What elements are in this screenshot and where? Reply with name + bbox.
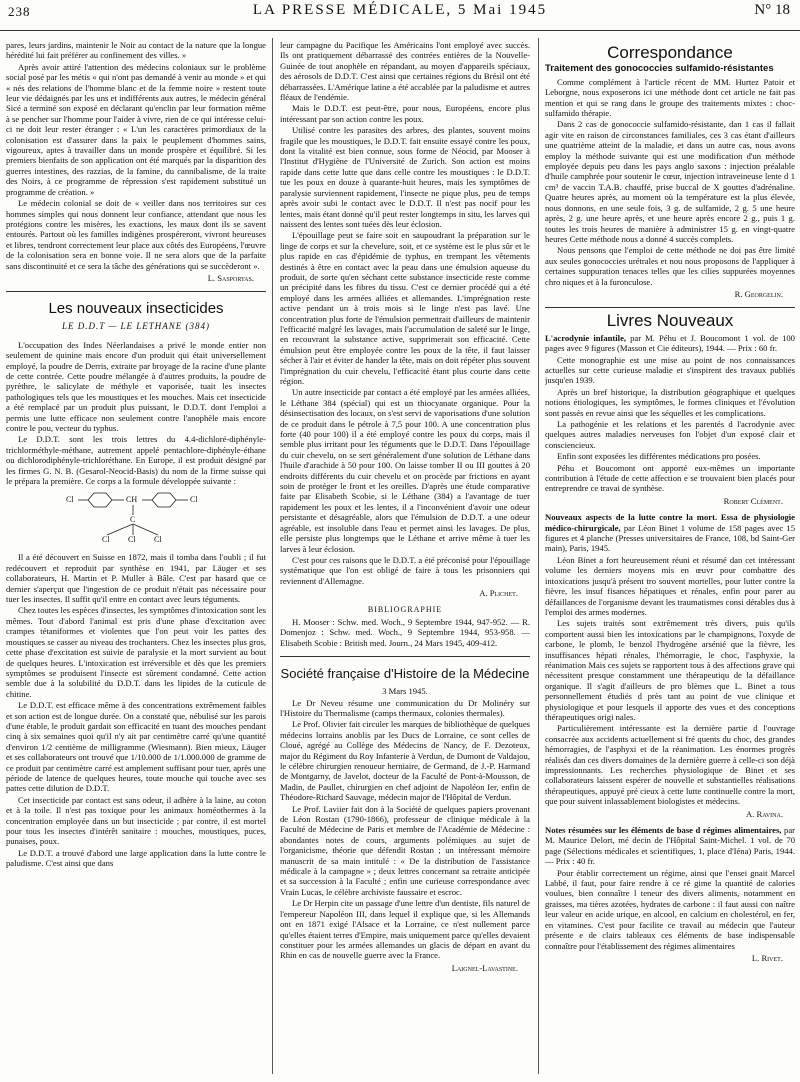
formula-atom: CH (126, 495, 138, 505)
bibliography-heading: BIBLIOGRAPHIE (367, 604, 443, 614)
paragraph: Le D.D.T. a trouvé d'abord une large application dans la lutte contre le paludisme. C'est ainsi que dans (6, 847, 266, 869)
column-divider (538, 38, 539, 1074)
column-right (545, 40, 795, 1074)
book-meta: par M. Péhu et J. Boucomont 1 vol. de 100 pages avec 9 figures (Masson et Cie éditeurs), 1944. — Prix : 60 fr. (545, 332, 795, 354)
paragraph: Cette monographie est une mise au point de nos connaissances actuelles sur cette curieuse maladie et s'inspirent des travaux publiés jusqu'en 1939. (545, 354, 795, 386)
paragraph: Après un bref historique, la distribution géographique et quelques notions étiologiques, les symptômes, le formes cliniques et l'évolution sont passés en revue ainsi que les séquelles et les complications. (545, 386, 795, 418)
book-title: Nouveaux aspects de la lutte contre la mort. Essa de physiologie médico-chirurgicale, (545, 512, 795, 533)
book-entry (545, 333, 795, 354)
author-signature: Robert Clément. (723, 495, 783, 506)
meeting-date: 3 Mars 1945. (382, 686, 428, 697)
author-signature: A. Ravina. (746, 808, 783, 819)
divider (6, 291, 266, 292)
paragraph: Le Prof. Laviier fait don à la Société de quelques papiers provenant de Léon Rostan (1790-1866), professeur de clinique médicale à la Faculté de Médecine de Paris et membre de l'Académie de Médecine : abondantes notes de cours, arguments polémiques au sujet de l'organicisme, théorie que défendit Rostan ; un intéressant mémoire manuscrit de sa main intitulé : « De la distribution de l'assistance médicale à la campagne » ; deux lettres concernant sa retraite anticipée et sa succession à la Faculté ; enfin une curieuse correspondance avec Vrain Lucas, le célèbre archiviste faussaire et escroc. (280, 803, 530, 897)
section-title: Livres Nouveaux (606, 311, 734, 331)
paragraph: L'épouillage peut se faire soit en saupoudrant la préparation sur le linge de corps et sur la chevelure, soit, et ce système est le plus sûr et le plus rapide en cas d'épidémie de typhus, en trempant les vêtements destinés à être en contact avec la peau dans une émulsion aqueuse du produit, de sorte qu'en séchant cette substance insecticide reste comme un précipité dans les fibres du tissu. C'est ce dernier procédé qui a été employé dans les armées alliées et allemandes. L'imprégnation reste active pendant un à trois mois si le linge n'est pas lavé. Une concentration plus forte de l'émulsion permettrait d'ailleurs de maintenir l'efficacité malgré les lavages, mais l'accumulation de saleté sur le linge, en recouvrant la substance active, supprimerait son efficacité. Cette émulsion peut être employée contre les poux de la tête, il faut laisser sécher à l'air et éviter de hander la tête, mais on doit répéter plus souvent l'imprégnation du cuir chevelu, l'efficacité étant plus courte dans cette région. (280, 230, 530, 386)
paragraph: Comme complément à l'article récent de MM. Hurtez Patoir et Leborgne, nous exposerons ici une méthode dont cet article ne fait pas mention et qui se rang dans le groupe des traitements mixtes : choc-sulfamido thérapie. (545, 76, 795, 119)
paragraph: Enfin sont exposées les différentes médications pro posées. (557, 451, 761, 462)
divider (545, 307, 795, 308)
paragraph: Utilisé contre les parasites des arbres, des plantes, souvent moins fragile que les moustiques, le D.D.T. fait ensuite essayé contre les poux, dont la vitalité est bien connue, sous forme de Néocid, par Mooser à l'Institut d'Hygiène de l'Université de Zurich. Son action est moins rapide dans cette lutte que dans celle contre les moustiques : le D.D.T. tue les poux en douze à quarante-huit heures, mais les symptômes de paralysie surviennent rapidement, l'insecte ne pique plus, peu de temps après avoir subi le contact avec le D.D.T. Il n'est pas nocif pour les lentes, mais étant donné qu'il peut rester longtemps in situ, les larves qui naissent des lentes sont tuées dès leur éclosion. (280, 125, 530, 229)
paragraph: Le D.D.T. est efficace même à des concentrations extrêmement faibles et son action est de longue durée. On a constaté que, nébulisé sur les parois d'une étable, le produit gardait son efficacité en tuant des mouches pendant cinq à six semaines quoi qu'il n'y ait par centimètre carré qu'une quantité d'environ 1/2 centième de milligramme (Wiesmann). Bien mieux, Läuger et ses collaborateurs ont trouvé que 1/10.000 de 1/1.000.000 de gramme de ce produit par centimètre carré est amplement suffisant pour tuer, après une période de latence de quelques heures, toute mouche qui touche avec ses pattes cette dilution de D.D.T. (6, 700, 266, 794)
paragraph: Pour établir correctement un régime, ainsi que l'ensei gnait Marcel Labbé, il faut, pour faire rendre à ce ré gime la quantité de calories voulues, bien connaître l teneur des divers aliments, notamment en graisses, ma tières azotées, hydrates de carbone : il faut aussi con naître leur valeur en acide urique, en alcool, en calcium en cholestérol, en fer, en vitamines. C'est pour facilite ce travail au médecin que l'auteur présente e de clairs tableaux ces éléments de base indispensable connaître pour l'établissement des régimes alimentaires (545, 867, 795, 951)
author-signature: A. Plichet. (479, 588, 518, 599)
formula-atom: Cl (66, 495, 74, 505)
formula-atom: Cl (102, 535, 110, 545)
book-meta: par M. Maurice Delort, mé decin de l'Hôpital Saint-Michel. 1 vol. de 70 page (Sélections médicales et scientifiques, 1, place d'Iéna) Paris, 1944. — Prix : 40 fr. (545, 825, 795, 867)
paragraph: Dans 2 cas de gonococcie sulfamido-résistante, dan 1 cas il fallait agir vite en raison de circonstances familiales, ces 3 cas étant d'ailleurs une quatrième atteint de la maladie, et dans un autre cas, nous avons employ la méthode suivante qui est une modification d'un méthode employée depuis peu dans les pays anglo saxons : injection préalable d'huile camphrée pour soutenir le cœur, injection intraveineuse lente d 1 cm³ de vaccin T.A.B. chauffé, prise buccal de X gouttes d'adrénaline. Quatre heures après, au moment où la température est la plus élevée, nous donnons, en une seule fois, 3 g. de sulfamide, 2 g. 5 une heure après, 2 g. une heure après, et une heure après encore 2 g., puis 1 g. toutes les trois heures de manière à administrer 15 g. en vingt-quatre heures Cette méthode nous a donné 4 succès complets. (545, 119, 795, 244)
paragraph: pares, leurs jardins, maintenir le Noir au contact de la nature que la longue hérédité lui fait préférer au confinement des villes. » (6, 40, 266, 61)
paragraph: Particulièrement intéressante est la dernière partie d l'ouvrage consacrée aux accidents actuellement si fré quents du choc, des grandes hémorragies, de l'asphyxi et de la réanimation. Les énormes progrès réalisés dan ces divers domaines de la dernière guerre à celle-ci son déjà impressionnants. Les recherches physiologique de Binet et ses collaborateurs laissent espérer de nouvelle et substantielles réalisations thérapeutiques, appuyé pré cieux à cette lutte continuelle contre la mort, que pour suivent inlassablement biologistes et médecins. (545, 723, 795, 807)
paragraph: Après avoir attiré l'attention des médecins coloniaux sur le problème social posé par les métis « qui n'ont pas demandé à venir au monde » et qui « nés des relations de l'homme blanc et de la femme noire » restent toute leur vie dédaignés par les uns et indifférents aux autres, le médecin général Sicé a terminé son exposé en déclarant qu'enclin par leur formation même à se pencher sur l'homme pour l'aider à vivre, rien de ce qui intéresse celui-ci ne doit leur rester étranger : « L'un les caractères primordiaux de la colonisation est d'assurer dans la paix le peuplement d'hommes sains, vigoureux, aptes à travailler dans un monde prospère et équilibré. Si les premiers bienfaits de son application ont été marqués par la disparition des guerres intestines, des razzias, de la famine, du cannibalisme, de la traite des Noirs, à ce programme de répression s'est rapidement substitué un programme de création. » (6, 61, 266, 197)
book-entry (545, 825, 795, 867)
article-subtitle: LE D.D.T — LE LETHANE (384) (61, 321, 211, 332)
author-signature: L. Sasportas. (207, 272, 254, 283)
column-divider (272, 38, 273, 1074)
section-title: Société française d'Histoire de la Médecine (280, 666, 530, 682)
column-middle (280, 40, 530, 1074)
paragraph: Il a été découvert en Suisse en 1872, mais il tomba dans l'oubli ; il fut redécouvert et reproduit par synthèse en 1941, par Läuger et ses collaborateurs, H. Martin et P. Muller à Bâle. C'est par hasard que ce dernier s'aperçut que l'ingestion de ce produit n'était pas nécessaire pour tuer les insectes. Il suffit qu'il entre en contact avec leurs téguments. (6, 552, 266, 605)
paragraph: La pathogénie et les relations et les parentés d l'acrodynie avec quelques autres maladies nerveuses fon l'objet d'un exposé clair et consciencieux. (545, 419, 795, 450)
formula-atom: C (130, 515, 136, 525)
book-meta: par Léon Binet 1 volume de 158 pages avec 15 figures et 4 planche (Presses universitaires de France, 108, bd Saint-Ger main), Paris, 1945. (545, 522, 795, 554)
paragraph: Chez toutes les espèces d'insectes, les symptômes d'intoxication sont les mêmes. Tout d'abord l'animal est pris d'une phase d'excitation avec crampes tétaniformes et violentes que l'on peut voir les pattes des moustiques se casser au niveau des trochanters. Chez les insectes plus gros, cette phase d'excitation est suivie de paralysie et la mort survient au bout de quelques heures. L'intoxication est irréversible et dès que les premiers symptômes se produisent l'insecte est sûrement condamné. Cette action semble due à la solubilité du D.D.T. dans les lipides de la cuticule de chitine. (6, 605, 266, 699)
paragraph: Le médecin colonial se doit de « veiller dans nos territoires sur ces hommes simples qui nous donnent leur confiance, attendant que nous les protégions contre les misères, les exactions, les maux dont ils se savent entourés. Partout où les familles indigènes prospéreront, vivront heureuses et libres, tendront correctement leur place aux côtés des Européens, l'œuvre de la colonisation sera en bonne voie. Il ne sera alors que de la parfaite sans discontinuité et ce sera la tâche des générations qui se succèderont ». (6, 198, 266, 271)
paragraph: Le Dr Herpin cite un passage d'une lettre d'un dentiste, fils naturel de l'empereur Napoléon III, dans lequel il explique que, si les Allemands ont en 1871 exigé l'Alsace et la Lorraine, ce n'est nullement parce qu'elles étaient terres d'Empire, mais uniquement parce qu'elles devaient constituer pour les armées allemandes un glacis de départ en avant du Rhin en cas de nouvelle guerre avec la France. (280, 898, 530, 961)
divider (280, 656, 530, 657)
author-signature: Laignel-Lavastine. (451, 962, 518, 973)
page-header (0, 0, 800, 31)
letter-title: Traitement des gonococcies sulfamido-résistantes (545, 63, 774, 75)
author-signature: R. Georgelin. (734, 288, 783, 299)
paragraph: Le Dr Neveu résume une communication du Dr Molinéry sur l'Histoire du Thermalisme (camps thermaux, colonies thermales). (280, 697, 530, 718)
article-title: Les nouveaux insecticides (48, 300, 224, 318)
section-title: Correspondance (607, 43, 733, 62)
bibliography: H. Mooser : Schw. med. Woch., 9 Septembre 1944, 947-952. — R. Domenjoz : Schw. med. Woch., 9 Septembre 1944, 953-958. — Elisabeth Scobie : British med. Journ., 24 Mars 1945, 409-412. (280, 616, 530, 648)
page-number: 238 (8, 4, 31, 19)
paragraph: Les sujets traités sont extrêmement très divers, puis qu'ils comportent aussi bien les intoxications par le champignons, l'oxyde de carbone, le plomb, le benzol l'hydrogène arsénié que la fièvre, les insuffisances hépati rénales, l'hémorragie, le choc, l'asphyxie, la réanimation Mais ces sujets se rapportent tous à des affections grave qui nécessitent presque constamment une thérapeutiqu de la défaillance organique. Il s'agit d'ailleurs de pro blèmes que L. Binet a tous personnellement étudiés d près tant au point de vue clinique et physiologique et pour lesquels il apporte des vues et des conceptions thérapeutiques origi nales. (545, 618, 795, 722)
book-title: Notes résumées sur les éléments de base d régimes alimentaires, (545, 825, 782, 836)
issue-number: N° 18 (754, 2, 790, 18)
author-signature: L. Rivet. (751, 952, 783, 963)
chemical-formula (6, 489, 266, 549)
book-entry (545, 512, 795, 554)
formula-atom: Cl (154, 535, 162, 545)
formula-atom: Cl (190, 495, 198, 505)
book-title: L'acrodynie infantile, (545, 332, 627, 343)
formula-atom: Cl (128, 535, 136, 545)
journal-title: LA PRESSE MÉDICALE, 5 Mai 1945 (252, 2, 548, 18)
paragraph: L'occupation des Indes Néerlandaises a privé le monde entier non seulement de quinine mais encore d'un produit qui était universellement employé, la poudre de Derris, extraite par broyage de la racine d'une plante de cette contrée. Cette poudre mélangée à d'autres produits, la poudre de pyrèthre, le salicylate de méthyle et vaporisée, tuait les insectes pathologiques tels que les moustiques et les mouches. Mais cet insecticide a été remplacé par un produit plus puissant, le D.D.T. dont l'emploi a permis une lutte efficace non seulement contre l'anophèle mais encore contre le pou, vecteur du typhus. (6, 339, 266, 433)
paragraph: leur campagne du Pacifique les Américains l'ont employé avec succès. Ils ont pratiquement débarrassé des contrées entières de la Nouvelle-Guinée de tout anophèle en répandant, au moyen d'appareils spéciaux, des aérosols de D.D.T. C'est ainsi que certaines régions du Brésil ont été débarrassées. L'Amérique latine a été accablée par la paludisme et autres fléaux de l'endémie. (280, 40, 530, 103)
formula-structure (6, 489, 266, 549)
paragraph: Cet insecticide par contact est sans odeur, il adhère à la laine, au coton et à la toile. Il n'est pas toxique pour les animaux homéothermes à la concentration employée dans un but insecticide ; par contre, il est mortel pour tous les insectes d'intérêt sanitaire : mouches, moustiques, puces, punaises, poux. (6, 794, 266, 847)
paragraph: Le D.D.T. sont les trois lettres du 4.4-dichloré-diphényle-trichlorméthyle-méthane, autrement appelé pentachlore-diphényle-éthane ou dichlorodiphényle-trichloréthane. En Europe, il est produit désigné par les firmes G. N. B. (Gesarol-Neocid-Basis) du nom de la firme suisse qui le prépara la première. Ce corps a la formule développée suivante : (6, 434, 266, 487)
paragraph: Mais le D.D.T. est peut-être, pour nous, Européens, encore plus intéressant par son action contre les poux. (280, 103, 530, 124)
paragraph: C'est pour ces raisons que le D.D.T. a été préconisé pour l'épouillage systématique que l'on est obligé de faire à tous les prisonniers qui reviennent d'Allemagne. (280, 554, 530, 586)
paragraph: Léon Binet a fort heureusement réuni et résumé dan cet intéressant volume les derniers moyens mis en œuvr pour combattre des intoxications jusqu'à présent tro souvent mortelles, pour lutter contre la fièvre, les insuf fisances hépatiques et rénales, enfin pour parer au défaillances de l'organisme devant les traumatismes consi dérables dus à l'emploi des armes modernes. (545, 554, 795, 617)
column-left (6, 40, 266, 1074)
paragraph: Nous pensons que l'emploi de cette méthode ne doi pas être limité aux seules gonococcies urétrales et nou nous proposons de l'appliquer à certaines suppuration tenaces telles que les cilies suppurées moyennes chro niques et à la furonculose. (545, 245, 795, 287)
paragraph: Un autre insecticide par contact a été employé par les armées alliées, le Léthane 384 (spécial) qui est un thiocyanate organique. Pour la désinsectisation des locaux, on s'est servi de vaporisations d'une solution de ce produit dans le pétrole à 7,5 pour 100. A une concentration plus forte (40 pour 100) il a été employé contre les poux du corps, mais il semble plus irritant pour les téguments que le D.D.T. Dans l'épouillage du cuir chevelu, on se sert généralement d'une solution de Léthane dans l'huile d'arachide à 50 pour 100. On laisse tomber II ou III gouttes à 20 endroits différents du cuir chevelu et on procède par frictions en ayant soin de protéger le front et les oreilles. D'après une étude comparative faite par Elisabeth Scobie, si le Léthane (384) a l'avantage de tuer rapidement les poux et les lentes, il a l'inconvénient d'avoir une odeur persistante et désagréable, alors que l'émulsion de D.D.T. a une odeur agréable, est insoluble dans l'eau et permet ainsi les lavages. De plus, elle persiste plus longtemps que le Léthane et arrive même à tuer les larves à leur éclosion. (280, 387, 530, 554)
paragraph: Péhu et Boucomont ont apporté eux-mêmes un importante contribution à l'étude de cette affection e se trouvaient bien placés pour entreprendre ce travai de synthèse. (545, 462, 795, 494)
paragraph: Le Prof. Olivier fait circuler les marques de bibliothèque de quelques médecins lorrains anoblis par les Ducs de Lorraine, ce sont celles de Cloué, agrégé au Collège des Médecins de Nancy, de F. Dezoteux, major du Régiment du Roy Infanterie à Verdun, de Dumont de Valdajou, le célèbre chirurgien renoueur herniaire, de Germand, de J.-P. Harmand de Montgarny, de Javelot, docteur de la Faculté de Pont-à-Mousson, de Madin, de Paullet, chirurgien en chef adjoint de Napoléon Ier, enfin de Théodore-Richard Sauvage, médecin major de l'Hôpital de Verdun. (280, 719, 530, 803)
